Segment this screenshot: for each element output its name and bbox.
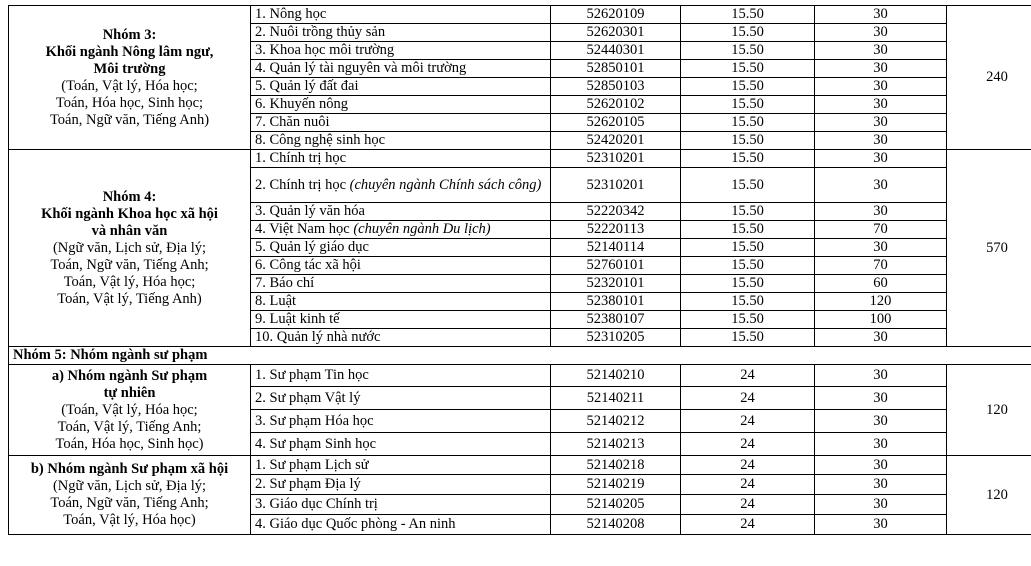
group-subjects-line: Toán, Ngữ văn, Tiếng Anh) — [49, 111, 210, 128]
major-name: 6. Công tác xã hội — [255, 257, 361, 273]
major-score-cell: 15.50 — [681, 42, 815, 60]
major-name: 8. Công nghệ sinh học — [255, 132, 386, 148]
major-score-cell: 15.50 — [681, 329, 815, 347]
major-code-cell: 52760101 — [551, 257, 681, 275]
group-title-line: Nhóm 3: — [102, 26, 157, 43]
major-score-cell: 24 — [681, 433, 815, 456]
major-code-cell: 52140208 — [551, 515, 681, 535]
major-note: (chuyên ngành Chính sách công) — [349, 176, 542, 193]
group-title-line: và nhân văn — [91, 222, 168, 239]
major-name-cell — [251, 6, 551, 24]
admission-table — [8, 5, 1031, 535]
major-score-cell: 15.50 — [681, 257, 815, 275]
group-subjects-line: Toán, Hóa học, Sinh học; — [55, 94, 204, 111]
major-score-cell: 15.50 — [681, 293, 815, 311]
major-score-cell: 15.50 — [681, 96, 815, 114]
major-name-cell — [251, 433, 551, 456]
group-total-cell: 240 — [947, 6, 1031, 150]
major-name: 8. Luật — [255, 293, 297, 309]
major-quota-cell: 120 — [815, 293, 947, 311]
major-name: 9. Luật kinh tế — [255, 311, 340, 327]
group-label-cell — [9, 456, 251, 535]
group-total-cell: 120 — [947, 365, 1031, 456]
group-subjects-line: Toán, Vật lý, Tiếng Anh; — [57, 418, 202, 435]
major-code-cell: 52140114 — [551, 239, 681, 257]
table-row — [9, 6, 1031, 24]
major-name: 2. Sư phạm Vật lý — [255, 389, 361, 406]
group-total-cell: 120 — [947, 456, 1031, 535]
major-quota-cell: 30 — [815, 329, 947, 347]
major-quota-cell: 30 — [815, 515, 947, 535]
group-title-line: Khối ngành Khoa học xã hội — [41, 205, 218, 222]
major-quota-cell: 30 — [815, 495, 947, 515]
major-code-cell: 52620105 — [551, 114, 681, 132]
major-name: 1. Nông học — [255, 6, 327, 22]
group-title-line: b) Nhóm ngành Sư phạm xã hội — [30, 461, 229, 477]
group-label-cell — [9, 365, 251, 456]
major-quota-cell: 30 — [815, 114, 947, 132]
major-code-cell: 52380101 — [551, 293, 681, 311]
major-quota-cell: 30 — [815, 456, 947, 475]
group-subjects-line: (Toán, Vật lý, Hóa học; — [61, 401, 198, 418]
major-name-cell — [251, 60, 551, 78]
group-total-cell: 570 — [947, 150, 1031, 347]
major-score-cell: 24 — [681, 515, 815, 535]
major-name: 2. Chính trị học — [255, 176, 350, 193]
major-quota-cell: 30 — [815, 433, 947, 456]
major-code-cell: 52220113 — [551, 221, 681, 239]
group-title-line: Khối ngành Nông lâm ngư, — [45, 43, 214, 60]
major-name: 1. Sư phạm Tin học — [255, 367, 369, 383]
major-name: 3. Sư phạm Hóa học — [255, 412, 374, 429]
group-subjects-line: (Toán, Vật lý, Hóa học; — [61, 77, 198, 94]
major-code-cell: 52620301 — [551, 24, 681, 42]
major-name: 3. Khoa học môi trường — [255, 42, 395, 58]
major-name-cell — [251, 329, 551, 347]
major-name: 2. Nuôi trồng thủy sản — [255, 24, 386, 40]
major-code-cell: 52380107 — [551, 311, 681, 329]
major-quota-cell: 30 — [815, 42, 947, 60]
major-note: (chuyên ngành Du lịch) — [353, 221, 491, 237]
group-subjects-line: Toán, Ngữ văn, Tiếng Anh; — [50, 495, 209, 511]
major-code-cell: 52310201 — [551, 150, 681, 168]
major-name: 4. Sư phạm Sinh học — [255, 435, 377, 452]
table-row — [9, 365, 1031, 387]
major-name-cell — [251, 495, 551, 515]
major-name-cell — [251, 96, 551, 114]
major-name: 1. Sư phạm Lịch sử — [255, 456, 369, 473]
major-name-cell — [251, 114, 551, 132]
group-label-cell — [9, 150, 251, 347]
major-quota-cell: 30 — [815, 6, 947, 24]
major-name-cell — [251, 515, 551, 535]
major-code-cell: 52140213 — [551, 433, 681, 456]
major-name: 7. Chăn nuôi — [255, 114, 330, 130]
major-score-cell: 15.50 — [681, 311, 815, 329]
major-quota-cell: 30 — [815, 78, 947, 96]
major-name-cell — [251, 221, 551, 239]
major-score-cell: 15.50 — [681, 78, 815, 96]
major-code-cell: 52140219 — [551, 475, 681, 495]
major-code-cell: 52140205 — [551, 495, 681, 515]
major-code-cell: 52220342 — [551, 203, 681, 221]
major-score-cell: 15.50 — [681, 221, 815, 239]
major-name-cell — [251, 311, 551, 329]
major-score-cell: 15.50 — [681, 6, 815, 24]
major-code-cell: 52320101 — [551, 275, 681, 293]
major-name-cell — [251, 410, 551, 433]
group-subjects-line: Toán, Ngữ văn, Tiếng Anh; — [50, 256, 209, 273]
group-subjects-line: Toán, Vật lý, Hóa học; — [63, 273, 196, 290]
major-name: 4. Việt Nam học — [255, 221, 354, 237]
major-score-cell: 24 — [681, 456, 815, 475]
major-name-cell — [251, 42, 551, 60]
major-name: 3. Quản lý văn hóa — [255, 203, 365, 219]
major-name-cell — [251, 78, 551, 96]
major-score-cell: 15.50 — [681, 114, 815, 132]
major-code-cell: 52310205 — [551, 329, 681, 347]
major-code-cell: 52620109 — [551, 6, 681, 24]
major-name-cell — [251, 387, 551, 410]
major-quota-cell: 30 — [815, 475, 947, 495]
major-code-cell: 52440301 — [551, 42, 681, 60]
major-name: 1. Chính trị học — [255, 150, 347, 166]
major-quota-cell: 30 — [815, 168, 947, 203]
major-name-cell — [251, 456, 551, 475]
major-score-cell: 15.50 — [681, 168, 815, 203]
major-name: 5. Quản lý đất đai — [255, 78, 359, 94]
major-score-cell: 15.50 — [681, 150, 815, 168]
major-name-cell — [251, 168, 551, 203]
group-title-line: Môi trường — [93, 60, 166, 77]
major-name-cell — [251, 150, 551, 168]
major-name-cell — [251, 365, 551, 387]
group-subjects-line: (Ngữ văn, Lịch sử, Địa lý; — [52, 239, 207, 256]
major-code-cell: 52140218 — [551, 456, 681, 475]
major-score-cell: 15.50 — [681, 203, 815, 221]
major-quota-cell: 30 — [815, 96, 947, 114]
major-name: 4. Quản lý tài nguyên và môi trường — [255, 60, 467, 76]
major-score-cell: 24 — [681, 365, 815, 387]
major-quota-cell: 30 — [815, 150, 947, 168]
major-score-cell: 15.50 — [681, 60, 815, 78]
major-code-cell: 52420201 — [551, 132, 681, 150]
major-name-cell — [251, 293, 551, 311]
major-name-cell — [251, 275, 551, 293]
major-name-cell — [251, 24, 551, 42]
major-code-cell: 52850103 — [551, 78, 681, 96]
major-quota-cell: 30 — [815, 239, 947, 257]
major-quota-cell: 30 — [815, 24, 947, 42]
major-quota-cell: 60 — [815, 275, 947, 293]
major-code-cell: 52620102 — [551, 96, 681, 114]
major-code-cell: 52140210 — [551, 365, 681, 387]
major-quota-cell: 30 — [815, 203, 947, 221]
major-name: 2. Sư phạm Địa lý — [255, 476, 361, 492]
major-name: 3. Giáo dục Chính trị — [255, 496, 378, 512]
major-name-cell — [251, 257, 551, 275]
group-title-line: tự nhiên — [103, 384, 156, 401]
major-name: 7. Báo chí — [255, 275, 315, 291]
major-score-cell: 24 — [681, 387, 815, 410]
major-score-cell: 24 — [681, 475, 815, 495]
section-heading: Nhóm 5: Nhóm ngành sư phạm — [9, 347, 1031, 365]
group-subjects-line: Toán, Vật lý, Hóa học) — [63, 512, 196, 528]
major-score-cell: 24 — [681, 495, 815, 515]
major-quota-cell: 70 — [815, 257, 947, 275]
major-score-cell: 15.50 — [681, 239, 815, 257]
table-row — [9, 150, 1031, 168]
major-quota-cell: 70 — [815, 221, 947, 239]
major-code-cell: 52310201 — [551, 168, 681, 203]
major-score-cell: 15.50 — [681, 132, 815, 150]
major-quota-cell: 30 — [815, 60, 947, 78]
major-code-cell: 52850101 — [551, 60, 681, 78]
table-row — [9, 456, 1031, 475]
major-quota-cell: 30 — [815, 387, 947, 410]
major-score-cell: 15.50 — [681, 24, 815, 42]
major-code-cell: 52140211 — [551, 387, 681, 410]
major-score-cell: 24 — [681, 410, 815, 433]
major-quota-cell: 100 — [815, 311, 947, 329]
major-name: 4. Giáo dục Quốc phòng - An ninh — [255, 516, 456, 532]
group-title-line: a) Nhóm ngành Sư phạm — [51, 367, 208, 384]
group-subjects-line: (Ngữ văn, Lịch sử, Địa lý; — [52, 478, 207, 494]
major-name: 10. Quản lý nhà nước — [255, 329, 381, 345]
major-quota-cell: 30 — [815, 365, 947, 387]
major-name-cell — [251, 132, 551, 150]
major-name: 5. Quản lý giáo dục — [255, 239, 369, 255]
major-quota-cell: 30 — [815, 410, 947, 433]
major-name: 6. Khuyến nông — [255, 96, 349, 112]
major-code-cell: 52140212 — [551, 410, 681, 433]
major-name-cell — [251, 239, 551, 257]
group-label-cell — [9, 6, 251, 150]
group-subjects-line: Toán, Hóa học, Sinh học) — [55, 435, 204, 452]
major-quota-cell: 30 — [815, 132, 947, 150]
major-name-cell — [251, 475, 551, 495]
major-score-cell: 15.50 — [681, 275, 815, 293]
major-name-cell — [251, 203, 551, 221]
group-subjects-line: Toán, Vật lý, Tiếng Anh) — [57, 290, 202, 307]
section-heading-row — [9, 347, 1031, 365]
group-title-line: Nhóm 4: — [102, 188, 157, 205]
